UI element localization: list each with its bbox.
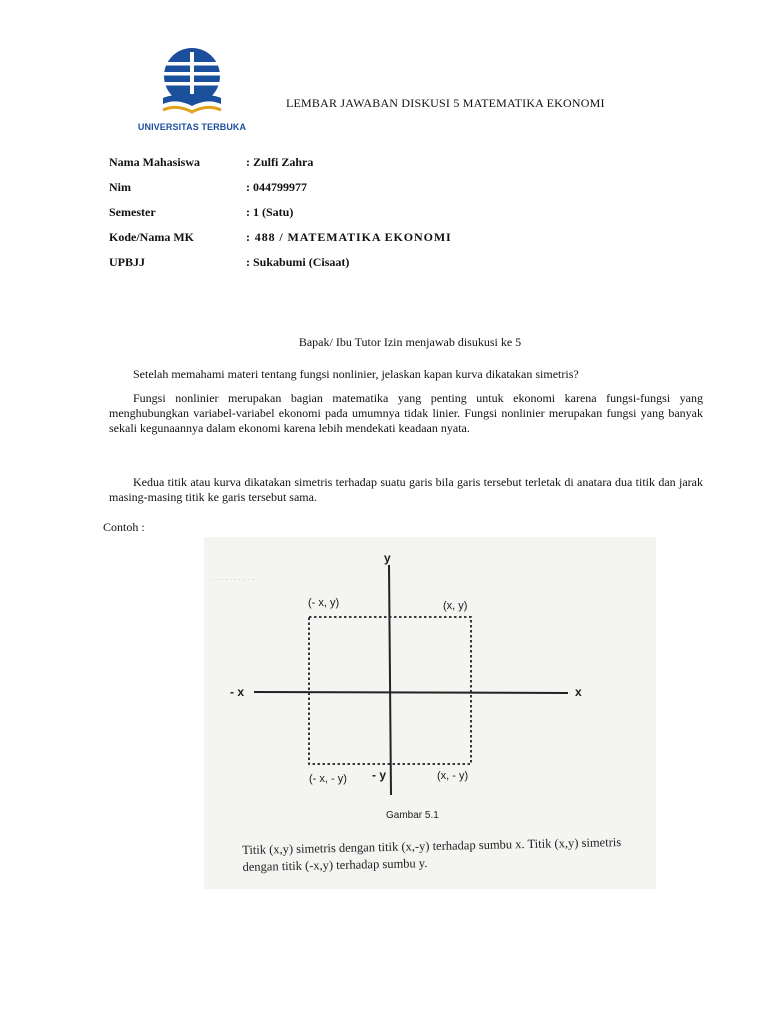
figure-photo (204, 537, 656, 889)
point-label-top-right: (x, y) (443, 600, 468, 612)
info-value: : Zulfi Zahra (246, 155, 314, 169)
info-value: : 044799977 (246, 180, 307, 194)
example-label: Contoh : (103, 520, 145, 534)
info-label: Semester (109, 205, 156, 219)
answer-paragraph-2-text: Kedua titik atau kurva dikatakan simetris terhadap suatu garis bila garis tersebut terletak di anatara dua titik dan jarak masing-masing titik ke garis tersebut sama. (109, 475, 703, 504)
answer-paragraph-1-text: Fungsi nonlinier merupakan bagian matematika yang penting untuk ekonomi karena fungsi-fungsi yang menghubungkan variabel-variabel ekonomi pada umumnya tidak linier. Fungsi nonlinier merupakan fungsi yang banyak sekali kegunaannya dalam ekonomi karena lebih mendekati keadaan nyata. (109, 391, 703, 435)
university-logo (134, 48, 250, 136)
info-value: : 488 / MATEMATIKA EKONOMI (246, 230, 452, 244)
answer-paragraph-2 (109, 475, 703, 505)
axis-label-neg-y: - y (372, 768, 387, 782)
y-axis-line (389, 565, 391, 795)
university-emblem-icon (161, 48, 223, 122)
info-label: Kode/Nama MK (109, 230, 194, 244)
info-label: UPBJJ (109, 255, 145, 269)
axis-label-x: x (575, 685, 582, 699)
figure-caption-text: Titik (x,y) simetris dengan titik (x,-y) terhadap sumbu x. Titik (x,y) simetris dengan titik (-x,y) terhadap sumbu y. (242, 835, 622, 874)
question-text: Setelah memahami materi tentang fungsi nonlinier, jelaskan kapan kurva dikatakan simetris? (133, 367, 579, 381)
point-label-bottom-right: (x, - y) (437, 770, 469, 782)
info-label: Nim (109, 180, 131, 194)
x-axis-line (254, 692, 568, 693)
point-label-top-left: (- x, y) (308, 597, 340, 609)
bleed-through-text: . . . . . . . . . . (212, 573, 255, 582)
question-paragraph (109, 367, 703, 382)
info-value: : 1 (Satu) (246, 205, 294, 219)
axis-label-neg-x: - x (230, 685, 245, 699)
figure-caption: Gambar 5.1 (386, 810, 439, 821)
greeting-text: Bapak/ Ibu Tutor Izin menjawab disukusi ke 5 (298, 335, 522, 349)
point-label-bottom-left: (- x, - y) (309, 773, 347, 785)
axis-label-y: y (384, 551, 391, 565)
answer-paragraph-1 (109, 391, 703, 436)
info-value: : Sukabumi (Cisaat) (246, 255, 350, 269)
info-label: Nama Mahasiswa (109, 155, 201, 169)
logo-text: UNIVERSITAS TERBUKA (137, 122, 247, 132)
document-title: LEMBAR JAWABAN DISKUSI 5 MATEMATIKA EKONOMI (286, 96, 605, 110)
